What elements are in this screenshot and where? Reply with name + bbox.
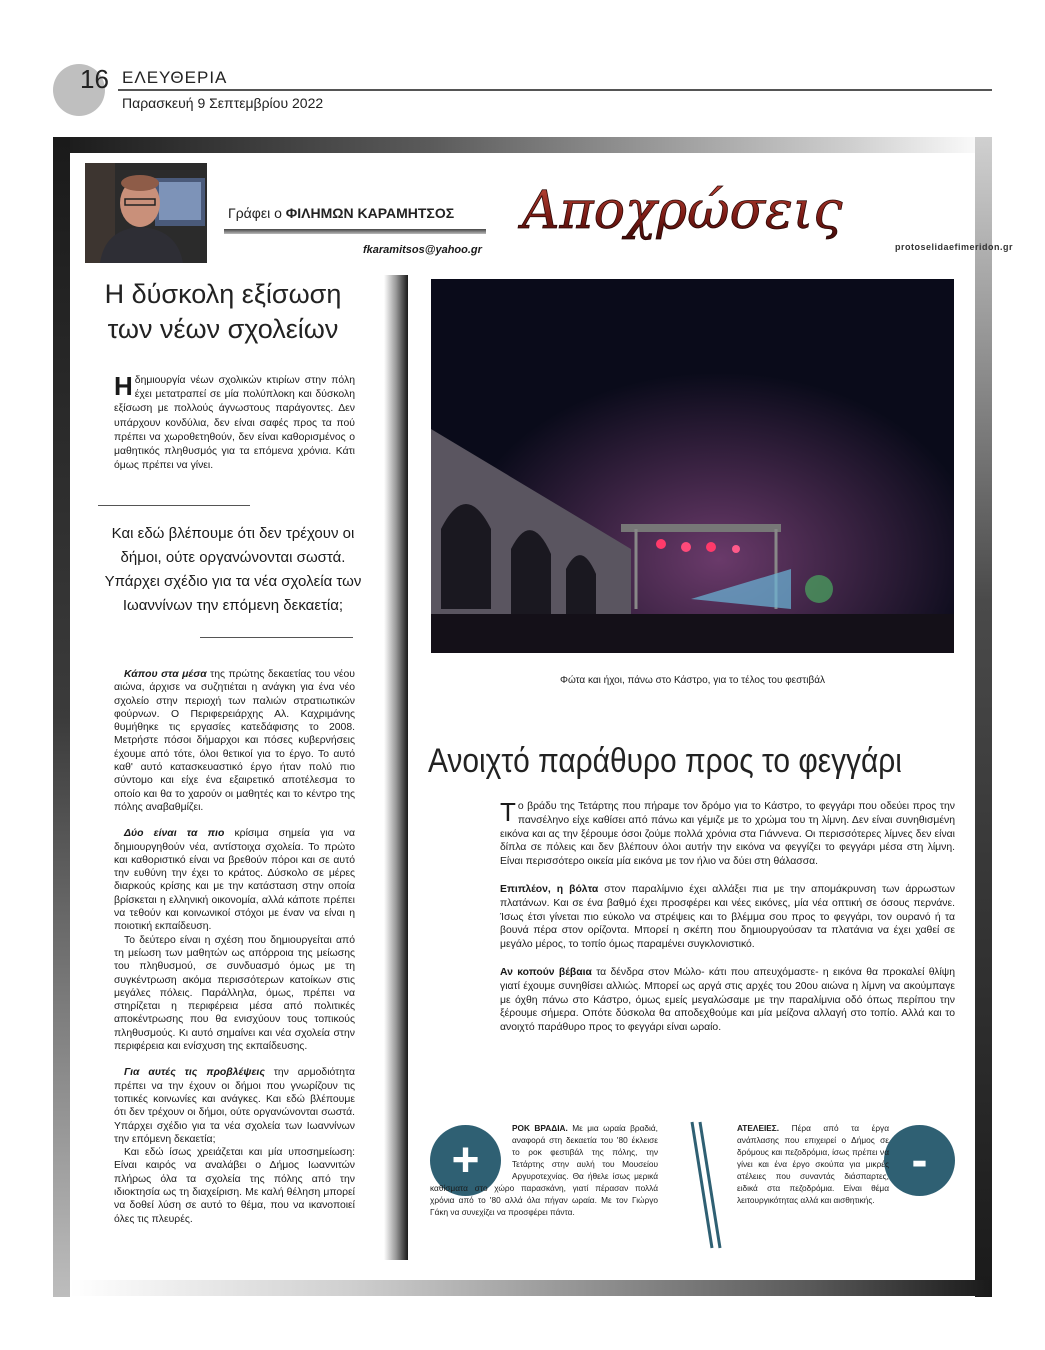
lead-dropcap: Η xyxy=(114,371,133,401)
frame-bottom-bar xyxy=(70,1280,992,1296)
page-number: 16 xyxy=(80,64,109,94)
left-paragraph: Και εδώ ίσως χρειάζεται και μία υποσημείωση: Είναι καιρός να αναλάβει ο Δήμος Ιωαννιτών πλήρως όλα τα σχολεία της πόλης από την ιδιοκτησία ως τη διαχείριση. Με καλή θέληση μπορεί να δοθεί λύση σε αυτό το θέμα, που να ικανοποιεί όλες τις πλευρές. xyxy=(114,1147,355,1225)
newspaper-name: ΕΛΕΥΘΕΡΙΑ xyxy=(122,68,228,87)
column-divider xyxy=(384,275,408,1260)
left-p1-lead: Κάπου στα μέσα xyxy=(124,669,207,680)
minus-note: ΑΤΕΛΕΙΕΣ. Πέρα από τα έργα ανάπλασης που επιχειρεί ο Δήμος σε δρόμους και πεζοδρόμια, ίσως πρέπει να γίνει και ένα έργο σκούπα για μικρές ατέλειες που συναντάς διάσπαρτες, ειδικά στα πεζοδρόμια. Είναι θέμα λειτουργικότητας αλλά και αισθητικής. xyxy=(737,1123,889,1205)
left-p4-lead: Για αυτές τις προβλέψεις xyxy=(124,1067,265,1079)
byline xyxy=(228,205,454,221)
right-p3-lead: Αν κοπούν βέβαια xyxy=(500,966,592,978)
castle-concert-photo xyxy=(431,279,954,653)
frame-top-bar xyxy=(53,137,992,153)
frame-left-bar xyxy=(53,137,70,1297)
frame-right-bar xyxy=(975,137,992,1297)
author-email[interactable]: fkaramitsos@yahoo.gr xyxy=(363,244,482,256)
minus-note-title: ΑΤΕΛΕΙΕΣ. xyxy=(737,1123,780,1133)
photo-caption: Φώτα και ήχοι, πάνω στο Κάστρο, για το τέλος του φεστιβάλ xyxy=(559,675,826,686)
left-p2-lead: Δύο είναι τα πιο xyxy=(124,828,225,840)
right-p2-lead: Επιπλέον, η βόλτα xyxy=(500,883,599,895)
left-paragraph: Για αυτές τις προβλέψεις την αρμοδιότητα πρέπει να την έχουν οι δήμοι που γνωρίζουν τις τοπικές κοινωνίες και ανάγκες. Και εδώ βλέπουμε ότι δεν τρέχουν οι δήμοι, ούτε οργανώνονται σωστά. Υπάρχει σχέδιο για τα νέα σχολεία των Ιωαννίνων την επόμενη δεκαετία; xyxy=(114,1067,356,1145)
pullquote-rule-top xyxy=(98,505,250,506)
right-headline: Ανοιχτό παράθυρο προς το φεγγάρι xyxy=(428,742,902,780)
plus-note-title: ΡΟΚ ΒΡΑΔΙΑ. xyxy=(512,1123,568,1133)
left-headline xyxy=(78,277,368,347)
lead-text: δημιουργία νέων σχολικών κτιρίων στην πόλη έχει μετατραπεί σε μία πολύπλοκη και δύσκολη εξίσωση με πολλούς άγνωστους παράγοντες. Δεν υπάρχουν κονδύλια, δεν είναι σαφές προς τα πού πρέπει να χωροθετηθούν, δεν είναι καθορισμένος ο μαθητικός πληθυσμός για τα επόμενα χρόνια. Κάτι όμως πρέπει να γίνει. xyxy=(114,375,355,472)
pullquote: Και εδώ βλέπουμε ότι δεν τρέχουν οι δήμοι, ούτε οργανώνονται σωστά. Υπάρχει σχέδιο για τα νέα σχολεία των Ιωαννίνων την επόμενη δεκαετία; xyxy=(104,525,362,614)
left-headline-line1: Η δύσκολη εξίσωση xyxy=(104,279,342,309)
byline-prefix: Γράφει ο xyxy=(228,205,286,221)
right-paragraph: Αν κοπούν βέβαια τα δένδρα στον Μώλο- κάτι που απευχόμαστε- η εικόνα θα προκαλεί θλίψη γιατί έχουμε συνηθίσει αλλιώς. Μπορεί ως αργά στις αρχές του 20ου αιώνα η λίμνη να ακούμπαγε με όχθη πάνω στο Κάστρο, όμως εμείς μεγαλώσαμε με την παραλίμνια οδό όπως περίπου την ξέρουμε σήμερα. Οπότε δύσκολα θα αποδεχθούμε και μία μείζονα αλλαγή στο τοπίο. Αλλά και το ανοιχτό παράθυρο προς το φεγγάρι είναι ωραίο. xyxy=(500,966,955,1034)
plus-note: ΡΟΚ ΒΡΑΔΙΑ. Με μια ωραία βραδιά, αναφορά στη δεκαετία του '80 έκλεισε το ροκ φεστιβάλ της πόλης, την Τετάρτης στην αυλή του Μουσείου Αργυροτεχνίας. Θα ήθελε ίσως μερικά καθίσματα στο χώρο παρασκάνη, γιατί πέρασαν πολλά χρόνια από το '80 αλλά όλα πήγαν ωραία. Με τον Γιώργο Γάκη να συνεχίζει να προσφέρει πάντα. xyxy=(430,1123,658,1217)
minus-icon: - xyxy=(884,1125,955,1196)
left-paragraph: Το δεύτερο είναι η σχέση που δημιουργείται από τη μείωση των μαθητών ως απόρροια της μείωσης του πληθυσμού, σε συνδυασμό όμως με τη συγκέντρωση ακόμα περισσότερων κατοίκων στις μεγάλες πόλεις. Παράλληλα, όμως, πρέπει να στηρίζεται η περιφέρεια μέσα από πολιτικές αποκέντρωσης που θα ενισχύουν τους τοπικούς πληθυσμούς. Κι αυτό σημαίνει και νέα σχολεία στην περιφέρεια και ενίσχυση της εκπαίδευσης. xyxy=(114,934,355,1053)
right-dropcap: Τ xyxy=(500,797,516,827)
left-body xyxy=(114,668,355,1226)
plus-spacer xyxy=(430,1122,512,1182)
right-paragraph: Επιπλέον, η βόλτα στον παραλίμνιο έχει αλλάξει πια με την απομάκρυνση των άρρωστων πλατάνων. Και σε ένα βαθμό έχει προσφέρει και νέες εικόνες, μία νέα οπτική σε όσους περνάνε. Ίσως έτσι γίνεται πιο εύκολο να στρέψεις και το βλέμμα σου προς το φεγγάρι, τον ουρανό ή τα βουνά πέρα στον ορίζοντα. Μπορεί η σκέπη που δημιουργούσαν τα πλατάνια να έχει χαθεί σε μεγάλο μέρος, το τοπίο όμως παραμένει συγκλονιστικό. xyxy=(500,883,955,951)
plus-icon: + xyxy=(430,1125,501,1196)
author-name: ΦΙΛΗΜΩΝ ΚΑΡΑΜΗΤΣΟΣ xyxy=(285,205,455,221)
header-rule xyxy=(118,89,992,91)
right-body xyxy=(500,797,955,1035)
left-headline-line2: των νέων σχολείων xyxy=(107,314,339,344)
column-title-text: Αποχρώσεις xyxy=(522,181,843,241)
left-lead xyxy=(114,371,355,473)
byline-rule xyxy=(224,229,486,234)
left-paragraph: Κάπου στα μέσα της πρώτης δεκαετίας του νέου αιώνα, άρχισε να συζητιέται η ανάγκη για ένα νέο σχολείο στην περιοχή των παλιών στρατιωτικών φούρνων. Ο Περιφερειάρχης Αλ. Καχριμάνης θυμήθηκε τις εργασίες κατεδάφισης το 2008. Μετρήστε πόσοι δήμαρχοι και πόσες κυβερνήσεις έχουμε από τότε, όλοι θετικοί για το έργο. Το αυτό καθ' αυτό κατασκευαστικό έργο ήταν πολύ πιο σύντομο και είχε ένα εξαιρετικό αποτέλεσμα το οποίο και θα το χαρούν οι μαθητές και το κέντρο της πόλης αναβαθμίζει. xyxy=(114,669,355,813)
pullquote-rule-bottom xyxy=(200,637,353,638)
column-title-logo xyxy=(510,168,930,258)
issue-date: Παρασκευή 9 Σεπτεμβρίου 2022 xyxy=(122,95,324,111)
source-site: protoselidaefimeridon.gr xyxy=(895,242,1014,252)
right-paragraph: Το βράδυ της Τετάρτης που πήραμε τον δρόμο για το Κάστρο, το φεγγάρι που οδεύει προς την πανσέληνο είχε καθίσει από πάνω και γέμιζε με το χρώμα του τη λίμνη. Δεν είναι συνηθισμένη εικόνα και ας την ξέρουμε όσοι ζούμε πολλά χρόνια στα Γιάννενα. Οι περισσότερες λίμνες δεν είναι δίπλα σε πόλεις και δεν βλέπουν όλοι αυτήν την εικόνα να φεγγίζει το φεγγάρι μέσα στη λίμνη. Είναι περισσότερο οικεία μία εικόνα με τον ήλιο να δύει στη θάλασσα. xyxy=(500,797,955,868)
left-paragraph: Δύο είναι τα πιο κρίσιμα σημεία για να δημιουργηθούν νέα, αντίστοιχα σχολεία. Το πρώτο και καθοριστικό είναι να βρεθούν πόροι και σε αυτό την ευθύνη την έχει το κράτος. Δύσκολο σε μέρες διαρκούς κρίσης και με την κατάσταση στην οποία βρίσκεται η ελληνική οικονομία, αλλά κάποτε πρέπει να τεθούν και κοινωνικοί στόχοι με έναν να είναι η ποιοτική εκπαίδευση. xyxy=(114,828,355,933)
separator-slash xyxy=(690,1120,726,1250)
author-photo xyxy=(85,163,207,263)
